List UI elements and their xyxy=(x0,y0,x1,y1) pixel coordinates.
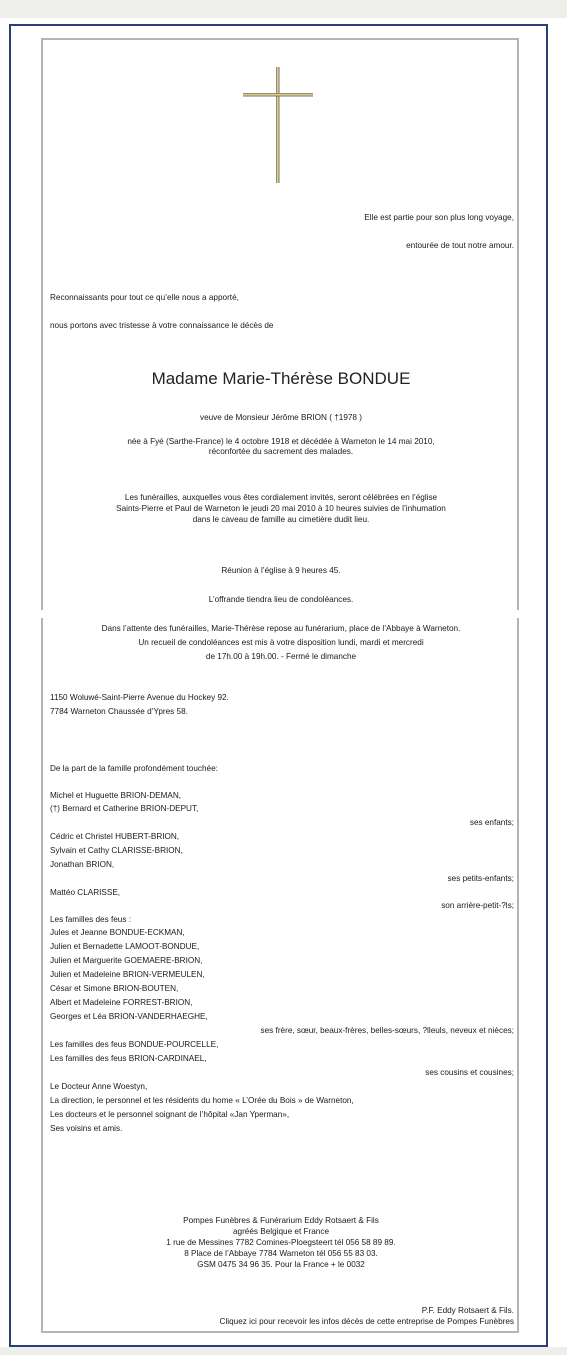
family-relation: ses cousins et cousines; xyxy=(425,1068,514,1077)
family-line: Les familles des feus BRION-CARDINAEL, xyxy=(50,1054,207,1063)
family-line: Michel et Huguette BRION-DEMAN, xyxy=(50,791,182,800)
family-line: Julien et Bernadette LAMOOT-BONDUE, xyxy=(50,942,200,951)
line-reunion: Réunion à l’église à 9 heures 45. xyxy=(221,566,341,575)
line-reconnaissants: Reconnaissants pour tout ce qu’elle nous a apporté, xyxy=(50,293,239,302)
funeral-home-line: 1 rue de Messines 7782 Comines-Ploegsteert tél 056 58 89 89. xyxy=(166,1238,396,1247)
funeral-line: Saints-Pierre et Paul de Warneton le jeudi 20 mai 2010 à 10 heures suivies de l’inhumation xyxy=(116,504,446,513)
cross-icon xyxy=(44,0,518,190)
family-line: Georges et Léa BRION-VANDERHAEGHE, xyxy=(50,1012,208,1021)
funeral-home-line: 8 Place de l’Abbaye 7784 Warneton tél 056 55 83 03. xyxy=(184,1249,378,1258)
family-line: Mattéo CLARISSE, xyxy=(50,888,121,897)
family-line: Les familles des feus BONDUE-POURCELLE, xyxy=(50,1040,219,1049)
deceased-name: Madame Marie-Thérèse BONDUE xyxy=(151,369,411,388)
line-amour: entourée de tout notre amour. xyxy=(406,241,514,250)
family-line: Le Docteur Anne Woestyn, xyxy=(50,1082,148,1091)
family-relation: ses enfants; xyxy=(469,818,514,827)
funeral-home-line: agréés Belgique et France xyxy=(232,1227,330,1236)
family-line: Les familles des feus : xyxy=(50,915,132,924)
line-nee: née à Fyé (Sarthe-France) le 4 octobre 1918 et décédée à Warneton le 14 mai 2010, xyxy=(127,437,435,446)
family-line: Julien et Madeleine BRION-VERMEULEN, xyxy=(50,970,205,979)
notice-inner-frame xyxy=(41,38,519,1333)
family-intro: De la part de la famille profondément touchée: xyxy=(50,764,218,773)
footer-link[interactable]: Cliquez ici pour recevoir les infos décès de cette entreprise de Pompes Funèbres xyxy=(219,1317,514,1326)
family-line: Cédric et Christel HUBERT-BRION, xyxy=(50,832,180,841)
funeral-home-line: Pompes Funèbres & Funérarium Eddy Rotsaert & Fils xyxy=(183,1216,379,1225)
family-line: Julien et Marguerite GOEMAERE-BRION, xyxy=(50,956,203,965)
line-veuve: veuve de Monsieur Jérôme BRION ( †1978 ) xyxy=(199,413,362,422)
family-line: Les docteurs et le personnel soignant de l’hôpital «Jan Yperman», xyxy=(50,1110,290,1119)
address-line: 7784 Warneton Chaussée d’Ypres 58. xyxy=(50,707,188,716)
line-offrande: L’offrande tiendra lieu de condoléances. xyxy=(208,595,354,604)
family-relation: son arrière-petit-?ls; xyxy=(441,901,514,910)
attente-line: Un recueil de condoléances est mis à votre disposition lundi, mardi et mercredi xyxy=(138,638,424,647)
family-line: Sylvain et Cathy CLARISSE-BRION, xyxy=(50,846,183,855)
funeral-home-line: GSM 0475 34 96 35. Pour la France + le 0032 xyxy=(197,1260,365,1269)
bottom-band xyxy=(0,1347,567,1355)
family-line: Albert et Madeleine FORREST-BRION, xyxy=(50,998,193,1007)
funeral-line: Les funérailles, auxquelles vous êtes cordialement invités, seront célébrées en l’église xyxy=(124,493,438,502)
family-relation: ses frère, sœur, beaux-frères, belles-sœurs, ?lleuls, neveux et nièces; xyxy=(260,1026,514,1035)
footer-signature: P.F. Eddy Rotsaert & Fils. xyxy=(421,1306,514,1315)
line-voyage: Elle est partie pour son plus long voyage, xyxy=(364,213,514,222)
attente-line: Dans l’attente des funérailles, Marie-Thérèse repose au funérarium, place de l’Abbaye à Warneton. xyxy=(101,624,461,633)
line-portons: nous portons avec tristesse à votre connaissance le décès de xyxy=(50,321,274,330)
family-line: Ses voisins et amis. xyxy=(50,1124,123,1133)
family-line: La direction, le personnel et les résidents du home « L’Orée du Bois » de Warneton, xyxy=(50,1096,354,1105)
line-reconfortee: réconfortée du sacrement des malades. xyxy=(208,447,354,456)
attente-line: de 17h.00 à 19h.00. - Fermé le dimanche xyxy=(205,652,357,661)
family-relation: ses petits-enfants; xyxy=(447,874,514,883)
page-break xyxy=(11,610,546,618)
family-line: Jules et Jeanne BONDUE-ECKMAN, xyxy=(50,928,185,937)
address-line: 1150 Woluwé-Saint-Pierre Avenue du Hockey 92. xyxy=(50,693,229,702)
family-line: César et Simone BRION-BOUTEN, xyxy=(50,984,179,993)
funeral-line: dans le caveau de famille au cimetière dudit lieu. xyxy=(192,515,370,524)
family-line: (†) Bernard et Catherine BRION-DEPUT, xyxy=(50,804,199,813)
family-line: Jonathan BRION, xyxy=(50,860,115,869)
